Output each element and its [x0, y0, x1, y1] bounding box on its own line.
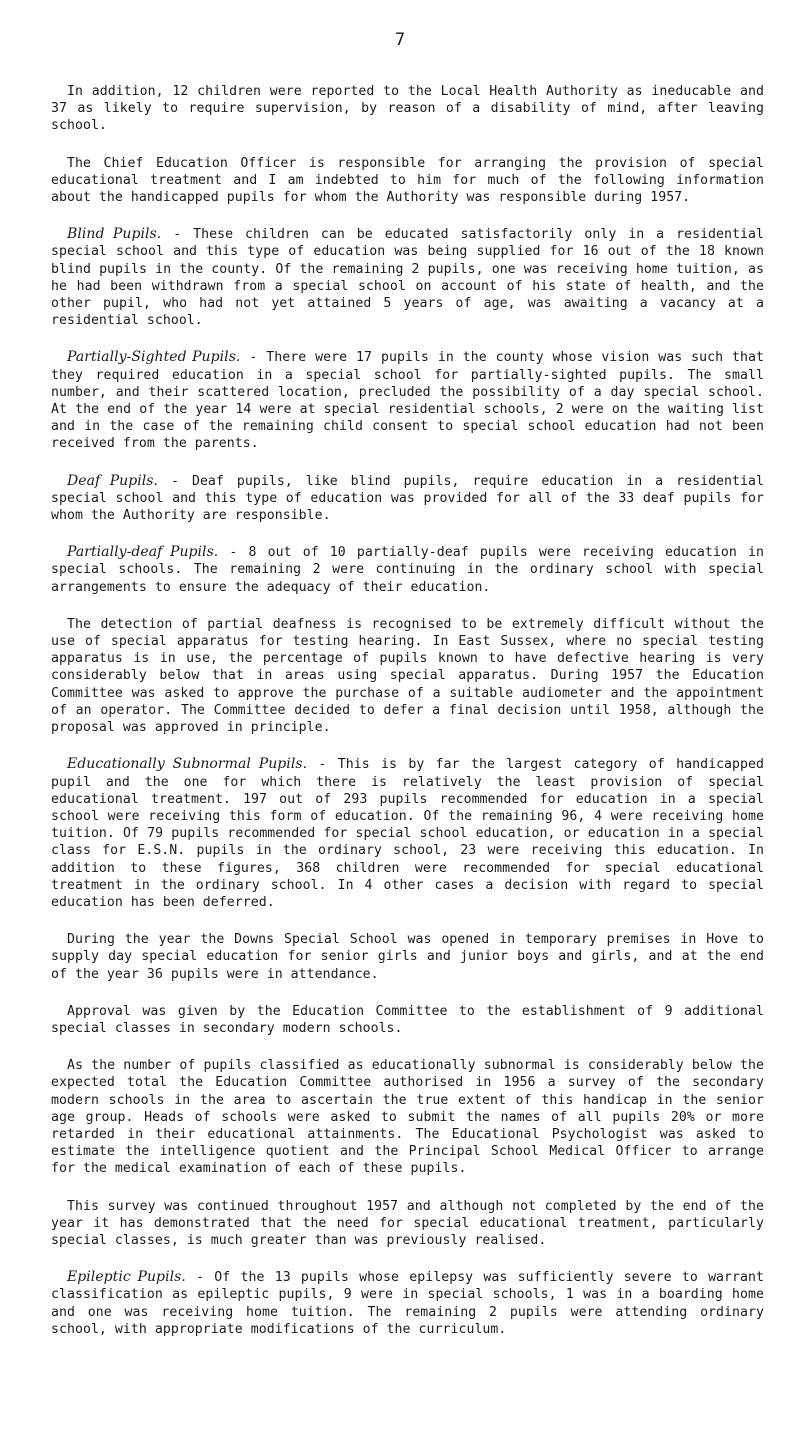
paragraph-survey-authorised [51, 1057, 764, 1177]
section-heading: Deaf Pupils. [67, 472, 159, 489]
paragraph-text: As the number of pupils classified as educationally subnormal is considerably below the expected total the Education Committee authorised in 1956 a survey of the secondary modern schools in the area to ascertain the true extent of this handicap in the senior age group. Heads of schools were asked to submit the names of all pupils 20% or more retarded in their educational attainments. The Educational Psychologist was asked to estimate the intelligence quotient and the Principal School Medical Officer to arrange for the medical examination of each of these pupils. [51, 1058, 764, 1177]
paragraph-text: This survey was continued throughout 1957 and although not completed by the end of the year it has demonstrated that the need for special educational treatment, particularly special classes, is much greater than was previously realised. [51, 1198, 764, 1248]
paragraph-text: - Deaf pupils, like blind pupils, require education in a residential special school and this type of education was provided for all of the 33 deaf pupils for whom the Authority are responsible. [51, 473, 764, 524]
section-heading: Partially-deaf Pupils. [67, 544, 219, 561]
paragraph-partially-deaf-pupils [51, 544, 764, 596]
paragraph-educationally-subnormal-pupils [51, 756, 764, 911]
paragraph-text: In addition, 12 children were reported to the Local Health Authority as ineducable and 37 as likely to require supervision, by reason of a disability of mind, after leaving school. [51, 84, 764, 134]
paragraph-partially-sighted-pupils [51, 349, 764, 452]
paragraph-text: - Of the 13 pupils whose epilepsy was sufficiently severe to warrant classification as epileptic pupils, 9 were in special schools, 1 was in a boarding home and one was receiving home tuition. The remaining 2 pupils were attending ordinary school, with appropriate modifications of the curriculum. [51, 1270, 764, 1337]
paragraph-text: - These children can be educated satisfactorily only in a residential special school and this type of education was being supplied for 16 out of the 18 known blind pupils in the county. Of the remaining 2 pupils, one was receiving home tuition, as he had been withdrawn from a special school on account of his state of health, and the other pupil, who had not yet attained 5 years of age, was awaiting a vacancy at a residential school. [51, 227, 764, 329]
paragraph-partial-deafness-detection [51, 616, 764, 736]
paragraph-text: The Chief Education Officer is responsible for arranging the provision of special educational treatment and I am indebted to him for much of the following information about the handicapped pupils for whom the Authority was responsible during 1957. [51, 155, 764, 206]
section-heading: Partially-Sighted Pupils. [67, 349, 241, 366]
paragraph-epileptic-pupils [51, 1269, 764, 1338]
paragraph-text: - There were 17 pupils in the county whose vision was such that they required education in a special school for partially-sighted pupils. The small number, and their scattered location, precluded the possibility of a day special school. At the end of the year 14 were at special residential schools, 2 were on the waiting list and in the case of the remaining child consent to special school education had not been received from the parents. [51, 350, 764, 452]
section-heading: Epileptic Pupils. [67, 1269, 186, 1286]
paragraph-additional-special-classes [51, 1003, 764, 1037]
page-number: 7 [394, 30, 406, 50]
paragraph-ineducable-children [51, 83, 764, 135]
section-heading: Educationally Subnormal Pupils. [67, 756, 308, 773]
paragraph-text: - This is by far the largest category of handicapped pupil and the one for which there is relatively the least provision of special educational treatment. 197 out of 293 pupils recommended for education in a special school were receiving this form of education. Of the remaining 96, 4 were receiving home tuition. Of 79 pupils recommended for special school education, or education in a special class for E.S.N. pupils in the ordinary school, 23 were receiving this education. In addition to these figures, 368 children were recommended for special educational treatment in the ordinary school. In 4 other cases a decision with regard to special education has been deferred. [51, 757, 765, 910]
paragraph-chief-education-officer [51, 155, 764, 207]
paragraph-text: The detection of partial deafness is recognised to be extremely difficult without the use of special apparatus for testing hearing. In East Sussex, where no special testing apparatus is in use, the percentage of pupils known to have defective hearing is very considerably below that in areas using special apparatus. During 1957 the Education Committee was asked to approve the purchase of a suitable audiometer and the appointment of an operator. The Committee decided to defer a final decision until 1958, although the proposal was approved in principle. [51, 616, 764, 736]
paragraph-text: Approval was given by the Education Committee to the establishment of 9 additional special classes in secondary modern schools. [51, 1003, 764, 1036]
section-heading: Blind Pupils. [67, 226, 162, 243]
paragraph-downs-special-school [51, 931, 764, 983]
paragraph-deaf-pupils [51, 473, 764, 525]
paragraph-text: - 8 out of 10 partially-deaf pupils were receiving education in special schools. The remaining 2 were continuing in the ordinary school with special arrangements to ensure the adequacy of their education. [51, 545, 764, 595]
paragraph-survey-continued [51, 1198, 764, 1250]
paragraph-blind-pupils [51, 226, 764, 329]
paragraph-text: During the year the Downs Special School was opened in temporary premises in Hove to supply day special education for senior girls and junior boys and girls, and at the end of the year 36 pupils were in attendance. [51, 932, 764, 982]
